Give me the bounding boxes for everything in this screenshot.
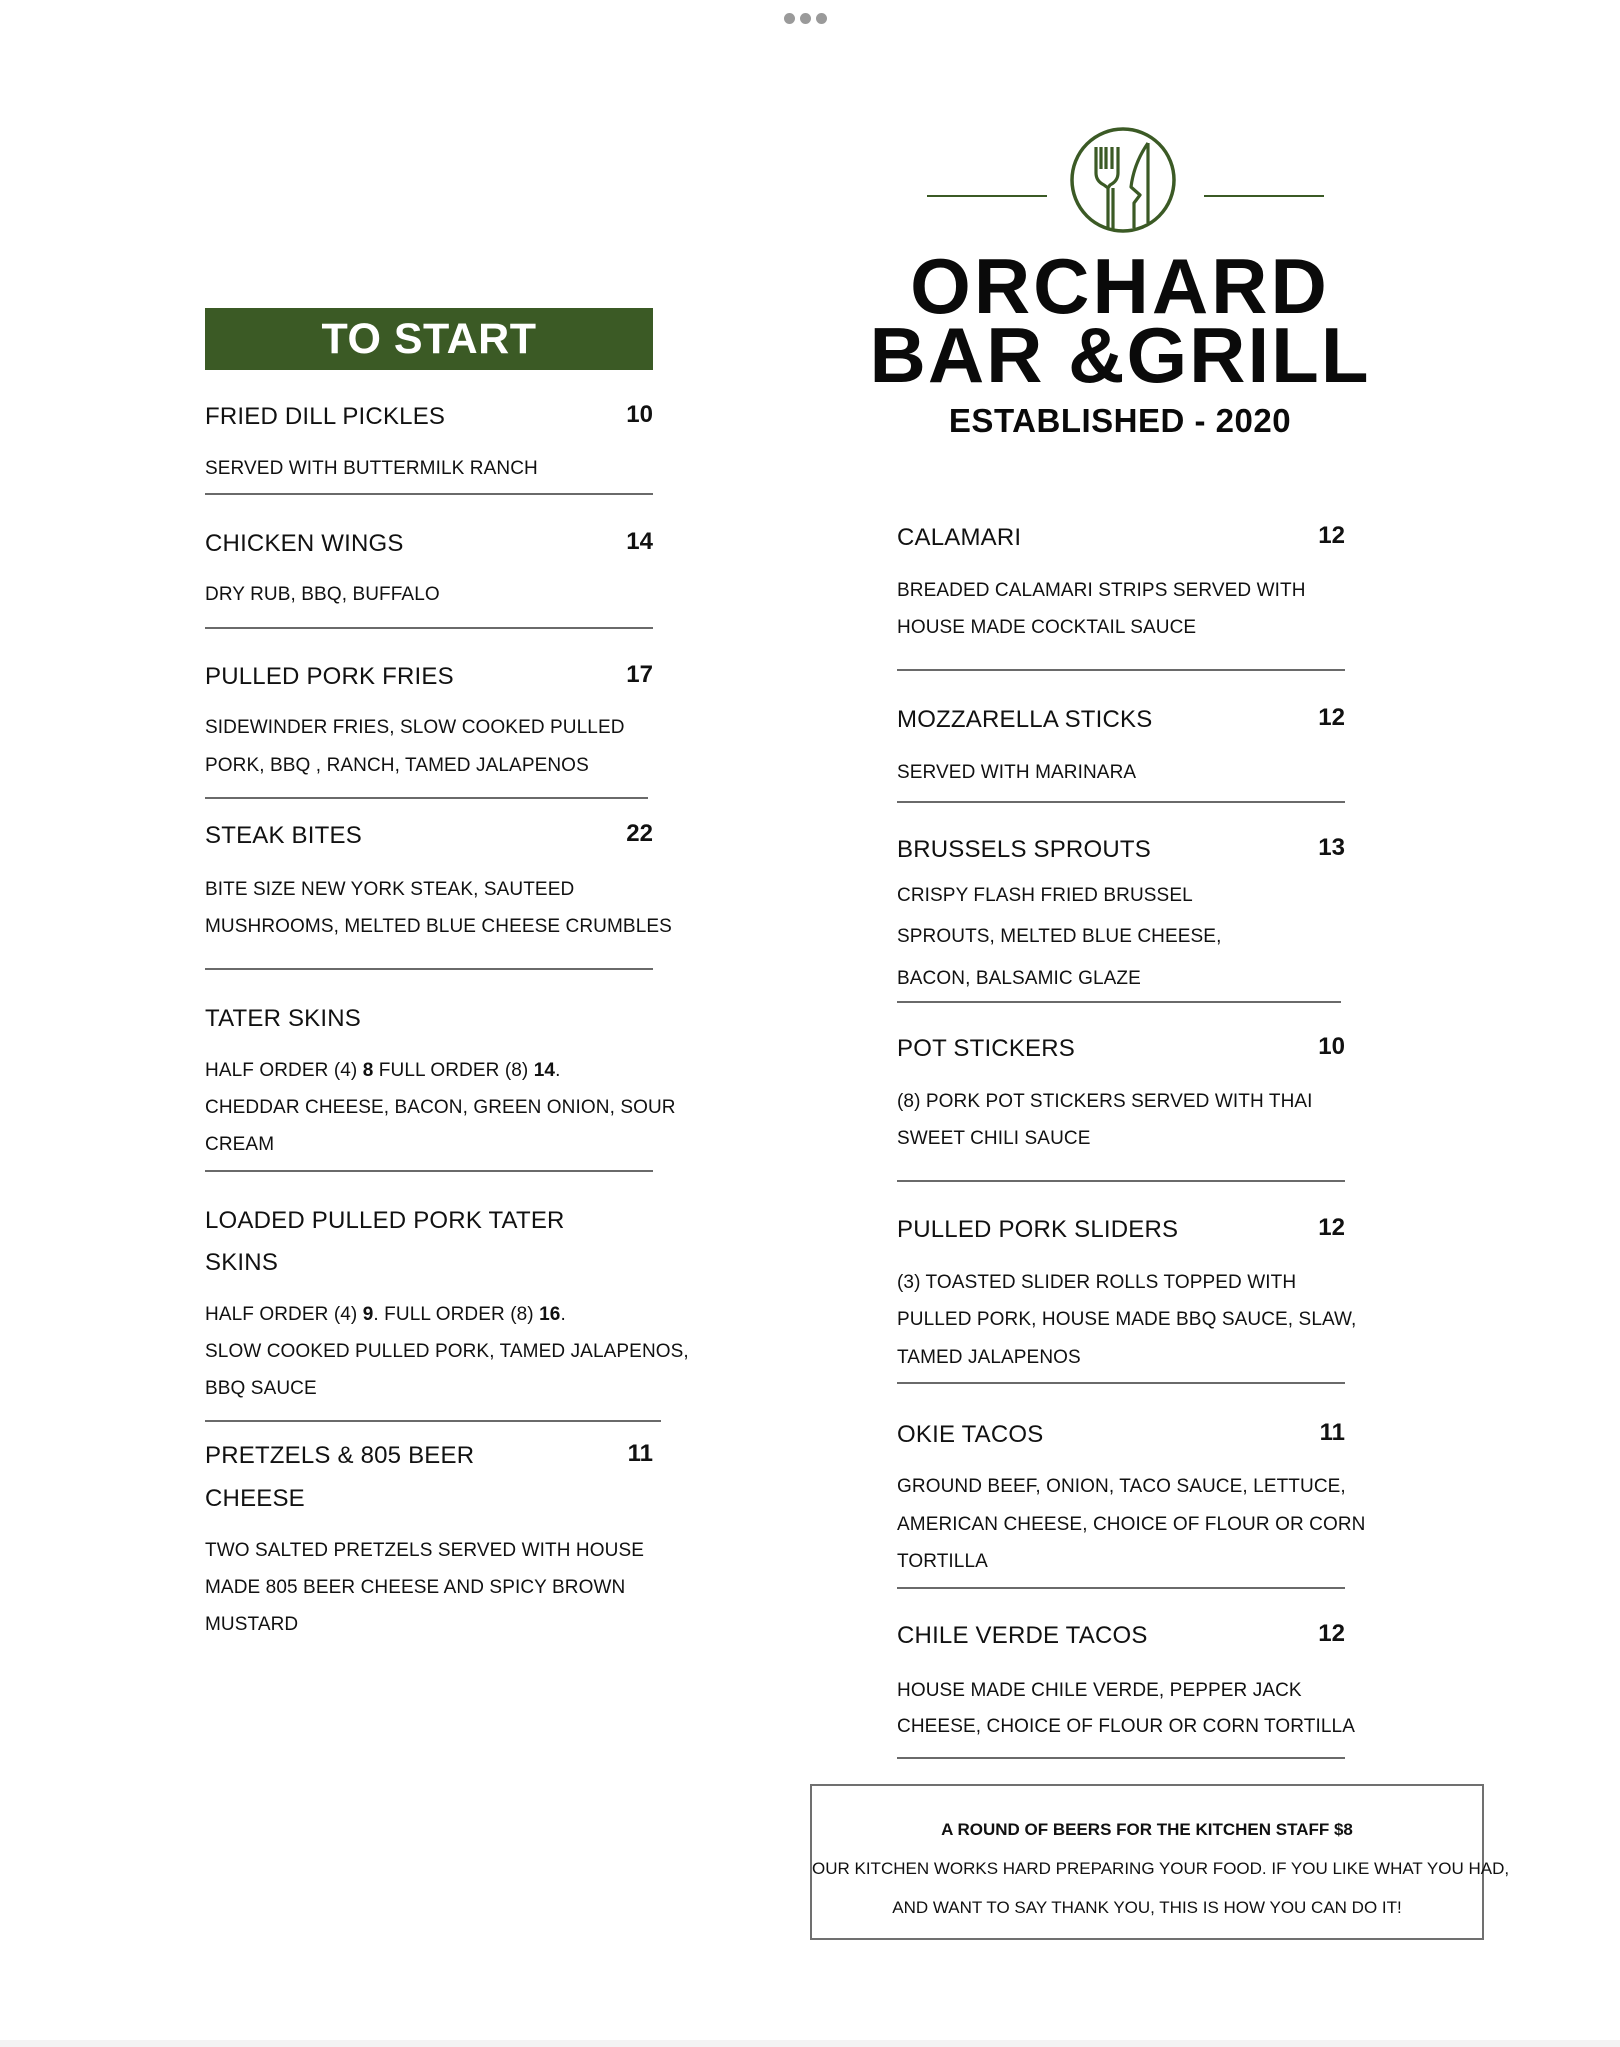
menu-item-name: STEAK BITES [205,822,362,849]
menu-item-desc: TWO SALTED PRETZELS SERVED WITH HOUSE [205,1540,645,1561]
notice-line: OUR KITCHEN WORKS HARD PREPARING YOUR FOOD. IF YOU LIKE WHAT YOU HAD, [812,1859,1510,1878]
menu-item-name: TATER SKINS [205,1005,361,1032]
menu-item-name-cont: SKINS [205,1249,279,1276]
menu-item-desc: SLOW COOKED PULLED PORK, TAMED JALAPENOS, [205,1341,689,1362]
menu-item-name: PRETZELS & 805 BEER [205,1442,475,1469]
menu-item-name: CALAMARI [897,524,1022,551]
item-divider [897,669,1345,671]
menu-item-desc: (3) TOASTED SLIDER ROLLS TOPPED WITH [897,1272,1297,1293]
item-divider [897,801,1345,803]
menu-item-name: FRIED DILL PICKLES [205,403,446,430]
page-bottom-edge [0,2040,1620,2047]
menu-item-desc: SERVED WITH BUTTERMILK RANCH [205,458,538,479]
menu-item-desc: CHEDDAR CHEESE, BACON, GREEN ONION, SOUR [205,1097,676,1118]
menu-item-desc: HOUSE MADE COCKTAIL SAUCE [897,617,1197,638]
menu-item-desc: DRY RUB, BBQ, BUFFALO [205,584,440,605]
menu-item-name-cont: CHEESE [205,1485,305,1512]
menu-item-name: PULLED PORK SLIDERS [897,1216,1179,1243]
menu-item-name: MOZZARELLA STICKS [897,706,1153,733]
logo-right-line [1204,195,1324,197]
menu-item-desc: (8) PORK POT STICKERS SERVED WITH THAI [897,1091,1313,1112]
menu-item-desc: MADE 805 BEER CHEESE AND SPICY BROWN [205,1577,626,1598]
menu-item-desc: BBQ SAUCE [205,1378,317,1399]
menu-item-desc: BACON, BALSAMIC GLAZE [897,968,1141,989]
menu-item-price: 10 [1318,1033,1345,1060]
menu-item-desc: CHEESE, CHOICE OF FLOUR OR CORN TORTILLA [897,1716,1355,1737]
menu-item-name: CHICKEN WINGS [205,530,404,557]
menu-item-desc: CRISPY FLASH FRIED BRUSSEL [897,885,1193,906]
restaurant-name-line2: BAR &GRILL [869,311,1371,399]
menu-item-desc: MUSHROOMS, MELTED BLUE CHEESE CRUMBLES [205,916,672,937]
more-options-icon[interactable] [784,13,827,24]
menu-item-desc: SERVED WITH MARINARA [897,762,1137,783]
item-divider [205,1170,653,1172]
menu-item-desc: TAMED JALAPENOS [897,1347,1081,1368]
menu-item-desc: CREAM [205,1134,275,1155]
menu-item-desc: AMERICAN CHEESE, CHOICE OF FLOUR OR CORN [897,1514,1366,1535]
restaurant-name-line1: ORCHARD [910,242,1330,330]
item-divider [897,1001,1341,1003]
menu-item-desc: TORTILLA [897,1551,988,1572]
menu-item-desc: SIDEWINDER FRIES, SLOW COOKED PULLED [205,717,625,738]
menu-item-name: POT STICKERS [897,1035,1075,1062]
item-divider [205,968,653,970]
menu-item-price: 17 [626,661,653,688]
menu-item-price: 14 [626,528,653,555]
menu-item-desc: MUSTARD [205,1614,299,1635]
menu-item-name: OKIE TACOS [897,1421,1044,1448]
section-banner: TO START [205,308,653,370]
established-tagline: ESTABLISHED - 2020 [948,402,1292,439]
kitchen-staff-notice [810,1784,1510,1940]
menu-item-desc: SPROUTS, MELTED BLUE CHEESE, [897,926,1222,947]
menu-item-desc: HOUSE MADE CHILE VERDE, PEPPER JACK [897,1680,1302,1701]
menu-item-price: 22 [626,820,653,847]
menu-item-order-sizes: HALF ORDER (4) 9. FULL ORDER (8) 16. [205,1304,566,1325]
menu-item-desc: BREADED CALAMARI STRIPS SERVED WITH [897,580,1306,601]
menu-item-desc: PORK, BBQ , RANCH, TAMED JALAPENOS [205,755,589,776]
notice-headline: A ROUND OF BEERS FOR THE KITCHEN STAFF $8 [941,1820,1353,1839]
menu-item-desc: BITE SIZE NEW YORK STEAK, SAUTEED [205,879,575,900]
item-divider [897,1587,1345,1589]
item-divider [205,627,653,629]
item-divider [205,493,653,495]
menu-item-name: LOADED PULLED PORK TATER [205,1207,565,1234]
menu-item-desc: SWEET CHILI SAUCE [897,1128,1091,1149]
item-divider [897,1180,1345,1182]
menu-item-desc: PULLED PORK, HOUSE MADE BBQ SAUCE, SLAW, [897,1309,1357,1330]
menu-item-name: PULLED PORK FRIES [205,663,454,690]
menu-item-price: 11 [627,1440,653,1467]
item-divider [897,1757,1345,1759]
menu-item-price: 12 [1318,1620,1345,1647]
item-divider [205,797,648,799]
menu-item-name: CHILE VERDE TACOS [897,1622,1148,1649]
menu-item-price: 12 [1318,1214,1345,1241]
menu-item-price: 10 [626,401,653,428]
menu-item-order-sizes: HALF ORDER (4) 8 FULL ORDER (8) 14. [205,1060,561,1081]
logo-left-line [927,195,1047,197]
menu-item-price: 11 [1319,1419,1345,1446]
notice-line: AND WANT TO SAY THANK YOU, THIS IS HOW YOU CAN DO IT! [892,1898,1402,1917]
item-divider [897,1382,1345,1384]
menu-item-desc: GROUND BEEF, ONION, TACO SAUCE, LETTUCE, [897,1476,1346,1497]
menu-item-name: BRUSSELS SPROUTS [897,836,1151,863]
fork-and-knife-icon [1068,125,1178,235]
menu-item-price: 12 [1318,522,1345,549]
item-divider [205,1420,661,1422]
menu-item-price: 13 [1318,834,1345,861]
menu-item-price: 12 [1318,704,1345,731]
